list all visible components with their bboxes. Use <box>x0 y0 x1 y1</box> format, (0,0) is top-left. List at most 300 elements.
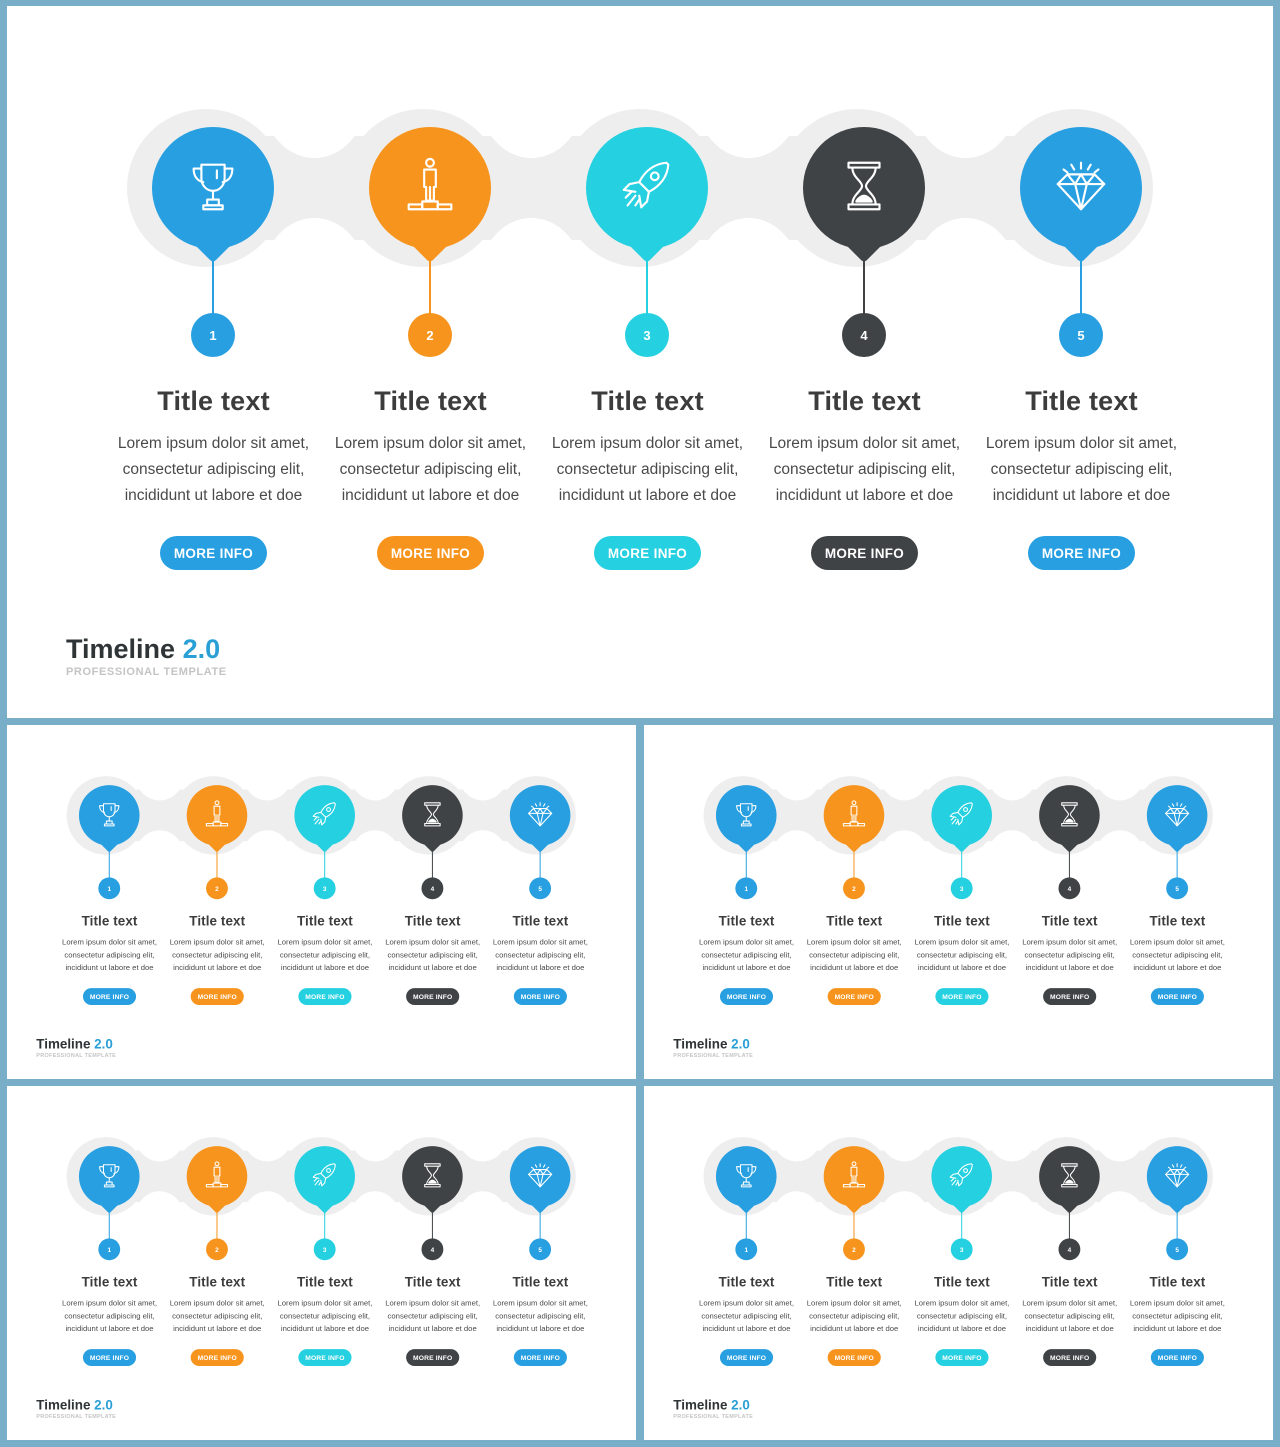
step-title: Title text <box>404 1274 461 1290</box>
desc-line: consectetur adipiscing elit, <box>339 461 522 478</box>
desc-line: Lorem ipsum dolor sit amet, <box>334 435 527 452</box>
desc-line: consectetur adipiscing elit, <box>701 950 792 960</box>
timeline-step-5 <box>487 725 595 1078</box>
desc-line: Lorem ipsum dolor sit amet, <box>385 937 481 947</box>
desc-line: consectetur adipiscing elit, <box>556 461 739 478</box>
step-circle <box>402 1146 463 1207</box>
step-circle <box>716 785 777 846</box>
desc-line: Lorem ipsum dolor sit amet, <box>806 1298 902 1308</box>
connector-line <box>1069 1203 1070 1242</box>
step-title: Title text <box>297 1274 353 1290</box>
podium-person-icon <box>399 155 461 222</box>
step-number: 5 <box>1059 313 1103 357</box>
desc-line: incididunt ut labore et doe <box>173 963 262 973</box>
more-info-button[interactable]: MORE INFO <box>1043 1349 1096 1366</box>
desc-line: incididunt ut labore et doe <box>1133 963 1222 973</box>
step-description <box>379 1297 487 1336</box>
trophy-icon <box>182 155 244 222</box>
more-info-button[interactable]: MORE INFO <box>160 536 267 570</box>
brand-version: 2.0 <box>94 1397 113 1413</box>
step-circle <box>931 1146 992 1207</box>
desc-line: consectetur adipiscing elit, <box>1024 950 1115 960</box>
step-number: 3 <box>951 1238 973 1260</box>
step-title: Title text <box>404 913 461 929</box>
desc-line: consectetur adipiscing elit, <box>916 950 1008 960</box>
step-number: 3 <box>951 877 973 899</box>
step-title: Title text <box>81 1274 138 1290</box>
desc-line: incididunt ut labore et doe <box>992 487 1171 504</box>
connector-line <box>324 842 325 881</box>
step-circle <box>187 1146 248 1207</box>
timeline-step-5 <box>487 1086 595 1439</box>
desc-line: incididunt ut labore et doe <box>388 1324 477 1334</box>
step-description <box>487 1297 595 1336</box>
desc-line: consectetur adipiscing elit, <box>279 1311 371 1321</box>
step-title: Title text <box>1041 913 1098 929</box>
timeline-step-2 <box>163 725 271 1078</box>
step-title: Title text <box>1149 1274 1206 1290</box>
timeline-step-1 <box>56 725 164 1078</box>
podium-person-icon <box>839 1160 870 1193</box>
desc-line: Lorem ipsum dolor sit amet, <box>117 435 310 452</box>
step-description <box>800 1297 908 1336</box>
desc-line: consectetur adipiscing elit, <box>990 461 1173 478</box>
desc-line: incididunt ut labore et doe <box>388 963 477 973</box>
trophy-icon <box>731 799 762 832</box>
connector-line <box>109 1203 110 1242</box>
desc-line: incididunt ut labore et doe <box>124 487 303 504</box>
brand-logo <box>66 634 227 678</box>
desc-line: Lorem ipsum dolor sit amet, <box>1129 937 1225 947</box>
timeline-step-4 <box>756 6 973 718</box>
brand-name: Timeline <box>36 1397 91 1413</box>
step-circle <box>1039 1146 1100 1207</box>
timeline-step-1 <box>693 725 801 1078</box>
step-number: 5 <box>529 877 551 899</box>
step-circle <box>824 785 885 846</box>
connector-line <box>212 242 214 320</box>
desc-line: Lorem ipsum dolor sit amet, <box>492 1298 588 1308</box>
timeline-step-5 <box>1124 725 1232 1078</box>
step-circle <box>1039 785 1100 846</box>
more-info-button[interactable]: MORE INFO <box>514 1349 567 1366</box>
connector-line <box>429 242 431 320</box>
desc-line: incididunt ut labore et doe <box>1133 1324 1222 1334</box>
timeline-step-3 <box>271 1086 379 1439</box>
more-info-button[interactable]: MORE INFO <box>1028 536 1135 570</box>
more-info-button[interactable]: MORE INFO <box>298 1349 351 1366</box>
step-number: 1 <box>98 877 120 899</box>
step-description <box>322 431 539 509</box>
step-title: Title text <box>189 913 246 929</box>
timeline-step-2 <box>800 725 908 1078</box>
step-description <box>1124 936 1232 975</box>
step-number: 1 <box>98 1238 120 1260</box>
desc-line: Lorem ipsum dolor sit amet, <box>768 435 961 452</box>
step-circle <box>152 127 274 249</box>
brand-logo <box>673 1037 753 1059</box>
timeline-step-3 <box>271 725 379 1078</box>
desc-line: incididunt ut labore et doe <box>496 963 585 973</box>
step-description <box>1124 1297 1232 1336</box>
step-title: Title text <box>374 386 487 416</box>
connector-line <box>961 1203 962 1242</box>
more-info-button[interactable]: MORE INFO <box>828 1349 881 1366</box>
diamond-icon <box>1162 799 1193 832</box>
rocket-icon <box>309 1160 340 1193</box>
timeline-step-5 <box>1124 1086 1232 1439</box>
more-info-button[interactable]: MORE INFO <box>298 988 351 1005</box>
step-title: Title text <box>189 1274 246 1290</box>
step-number: 2 <box>408 313 452 357</box>
step-title: Title text <box>718 913 775 929</box>
desc-line: Lorem ipsum dolor sit amet, <box>699 937 794 947</box>
desc-line: consectetur adipiscing elit, <box>773 461 956 478</box>
brand-title <box>36 1037 116 1052</box>
desc-line: consectetur adipiscing elit, <box>172 1311 263 1321</box>
brand-name: Timeline <box>673 1036 728 1052</box>
more-info-button[interactable]: MORE INFO <box>83 1349 136 1366</box>
desc-line: Lorem ipsum dolor sit amet, <box>985 435 1178 452</box>
step-title: Title text <box>157 386 270 416</box>
step-number: 3 <box>314 877 336 899</box>
step-number: 2 <box>843 877 865 899</box>
slide-main <box>7 6 1273 718</box>
step-description <box>271 1297 379 1336</box>
connector-line <box>109 842 110 881</box>
desc-line: Lorem ipsum dolor sit amet, <box>914 1298 1010 1308</box>
desc-line: consectetur adipiscing elit, <box>916 1311 1008 1321</box>
step-title: Title text <box>826 913 883 929</box>
step-number: 5 <box>529 1238 551 1260</box>
slide-preview-3[interactable] <box>7 1086 636 1440</box>
desc-line: Lorem ipsum dolor sit amet, <box>62 937 157 947</box>
step-circle <box>402 785 463 846</box>
desc-line: Lorem ipsum dolor sit amet, <box>1022 1298 1118 1308</box>
step-number: 5 <box>1166 1238 1188 1260</box>
connector-line <box>1177 1203 1178 1242</box>
step-number: 3 <box>314 1238 336 1260</box>
slide-preview-1[interactable] <box>7 725 636 1079</box>
brand-subtitle: PROFESSIONAL TEMPLATE <box>673 1052 754 1059</box>
step-circle <box>79 785 140 846</box>
step-circle <box>294 785 355 846</box>
step-number: 4 <box>1058 877 1080 899</box>
step-description <box>1016 1297 1124 1336</box>
step-title: Title text <box>808 386 921 416</box>
brand-subtitle: PROFESSIONAL TEMPLATE <box>36 1052 117 1059</box>
desc-line: incididunt ut labore et doe <box>702 1324 791 1334</box>
desc-line: incididunt ut labore et doe <box>1025 963 1114 973</box>
step-title: Title text <box>1041 1274 1098 1290</box>
desc-line: consectetur adipiscing elit, <box>809 950 900 960</box>
step-title: Title text <box>1025 386 1138 416</box>
slide-preview-4[interactable] <box>644 1086 1273 1440</box>
step-number: 1 <box>191 313 235 357</box>
timeline-step-4 <box>1016 1086 1124 1439</box>
connector-line <box>746 1203 747 1242</box>
step-circle <box>586 127 708 249</box>
step-title: Title text <box>512 1274 569 1290</box>
desc-line: Lorem ipsum dolor sit amet, <box>169 937 265 947</box>
timeline-step-1 <box>693 1086 801 1439</box>
diamond-icon <box>1162 1160 1193 1193</box>
step-description <box>1016 936 1124 975</box>
more-info-button[interactable]: MORE INFO <box>1151 988 1204 1005</box>
connector-line <box>1069 842 1070 881</box>
timeline-step-1 <box>56 1086 164 1439</box>
step-description <box>105 431 322 509</box>
brand-version: 2.0 <box>731 1397 750 1413</box>
step-title: Title text <box>1149 913 1206 929</box>
step-title: Title text <box>826 1274 883 1290</box>
step-circle <box>187 785 248 846</box>
trophy-icon <box>94 799 125 832</box>
trophy-icon <box>731 1160 762 1193</box>
connector-line <box>1080 242 1082 320</box>
hourglass-icon <box>417 1160 448 1193</box>
podium-person-icon <box>839 799 870 832</box>
brand-logo <box>36 1037 116 1059</box>
step-circle <box>369 127 491 249</box>
desc-line: consectetur adipiscing elit, <box>1132 950 1223 960</box>
step-description <box>973 431 1190 509</box>
more-info-button[interactable]: MORE INFO <box>83 988 136 1005</box>
connector-line <box>1177 842 1178 881</box>
desc-line: incididunt ut labore et doe <box>917 1324 1007 1334</box>
desc-line: incididunt ut labore et doe <box>341 487 520 504</box>
step-circle <box>1020 127 1142 249</box>
more-info-button[interactable]: MORE INFO <box>191 988 244 1005</box>
hourglass-icon <box>833 155 895 222</box>
more-info-button[interactable]: MORE INFO <box>720 988 773 1005</box>
step-number: 4 <box>842 313 886 357</box>
desc-line: consectetur adipiscing elit, <box>279 950 371 960</box>
diamond-icon <box>525 799 556 832</box>
desc-line: incididunt ut labore et doe <box>496 1324 585 1334</box>
timeline-step-4 <box>1016 725 1124 1078</box>
desc-line: incididunt ut labore et doe <box>1025 1324 1114 1334</box>
desc-line: Lorem ipsum dolor sit amet, <box>551 435 744 452</box>
step-circle <box>1147 785 1208 846</box>
connector-line <box>216 1203 217 1242</box>
step-circle <box>510 785 571 846</box>
podium-person-icon <box>202 1160 233 1193</box>
step-title: Title text <box>718 1274 775 1290</box>
desc-line: incididunt ut labore et doe <box>173 1324 262 1334</box>
step-circle <box>510 1146 571 1207</box>
desc-line: incididunt ut labore et doe <box>558 487 737 504</box>
desc-line: consectetur adipiscing elit, <box>122 461 305 478</box>
podium-person-icon <box>202 799 233 832</box>
step-description <box>379 936 487 975</box>
step-title: Title text <box>591 386 704 416</box>
more-info-button[interactable]: MORE INFO <box>406 1349 459 1366</box>
brand-subtitle: PROFESSIONAL TEMPLATE <box>66 666 227 678</box>
brand-subtitle: PROFESSIONAL TEMPLATE <box>673 1413 754 1420</box>
timeline-step-3 <box>908 1086 1016 1439</box>
timeline-step-2 <box>800 1086 908 1439</box>
connector-line <box>746 842 747 881</box>
slide-preview-2[interactable] <box>644 725 1273 1079</box>
step-description <box>163 1297 271 1336</box>
step-title: Title text <box>81 913 138 929</box>
step-circle <box>803 127 925 249</box>
brand-version: 2.0 <box>182 634 221 664</box>
step-description <box>800 936 908 975</box>
desc-line: incididunt ut labore et doe <box>917 963 1007 973</box>
timeline-step-4 <box>379 1086 487 1439</box>
more-info-button[interactable]: MORE INFO <box>935 1349 988 1366</box>
desc-line: consectetur adipiscing elit, <box>809 1311 900 1321</box>
step-circle <box>824 1146 885 1207</box>
desc-line: Lorem ipsum dolor sit amet, <box>1129 1298 1225 1308</box>
more-info-button[interactable]: MORE INFO <box>1151 1349 1204 1366</box>
brand-name: Timeline <box>673 1397 728 1413</box>
rocket-icon <box>616 155 678 222</box>
step-circle <box>294 1146 355 1207</box>
desc-line: consectetur adipiscing elit, <box>387 950 478 960</box>
step-description <box>539 431 756 509</box>
hourglass-icon <box>1054 1160 1085 1193</box>
step-number: 2 <box>206 877 228 899</box>
connector-line <box>432 842 433 881</box>
more-info-button[interactable]: MORE INFO <box>594 536 701 570</box>
step-number: 5 <box>1166 877 1188 899</box>
brand-subtitle: PROFESSIONAL TEMPLATE <box>36 1413 117 1420</box>
more-info-button[interactable]: MORE INFO <box>406 988 459 1005</box>
step-number: 4 <box>421 877 443 899</box>
timeline-step-1 <box>105 6 322 718</box>
more-info-button[interactable]: MORE INFO <box>514 988 567 1005</box>
step-circle <box>1147 1146 1208 1207</box>
step-description <box>56 1297 164 1336</box>
step-circle <box>716 1146 777 1207</box>
desc-line: incididunt ut labore et doe <box>775 487 954 504</box>
diamond-icon <box>1050 155 1112 222</box>
desc-line: incididunt ut labore et doe <box>702 963 791 973</box>
step-number: 4 <box>421 1238 443 1260</box>
connector-line <box>324 1203 325 1242</box>
hourglass-icon <box>417 799 448 832</box>
trophy-icon <box>94 1160 125 1193</box>
desc-line: Lorem ipsum dolor sit amet, <box>169 1298 265 1308</box>
connector-line <box>540 842 541 881</box>
brand-version: 2.0 <box>94 1036 113 1052</box>
more-info-button[interactable]: MORE INFO <box>720 1349 773 1366</box>
timeline-step-2 <box>163 1086 271 1439</box>
desc-line: Lorem ipsum dolor sit amet, <box>62 1298 157 1308</box>
connector-line <box>432 1203 433 1242</box>
desc-line: consectetur adipiscing elit, <box>495 1311 586 1321</box>
step-description <box>756 431 973 509</box>
step-description <box>271 936 379 975</box>
step-title: Title text <box>512 913 569 929</box>
brand-name: Timeline <box>66 634 176 664</box>
step-description <box>56 936 164 975</box>
rocket-icon <box>309 799 340 832</box>
desc-line: Lorem ipsum dolor sit amet, <box>914 937 1010 947</box>
more-info-button[interactable]: MORE INFO <box>811 536 918 570</box>
desc-line: Lorem ipsum dolor sit amet, <box>492 937 588 947</box>
connector-line <box>853 1203 854 1242</box>
desc-line: incididunt ut labore et doe <box>280 963 370 973</box>
connector-line <box>216 842 217 881</box>
step-description <box>163 936 271 975</box>
brand-logo <box>673 1398 753 1420</box>
desc-line: Lorem ipsum dolor sit amet, <box>277 1298 373 1308</box>
step-circle <box>931 785 992 846</box>
step-description <box>487 936 595 975</box>
step-number: 1 <box>735 877 757 899</box>
brand-title <box>36 1398 116 1413</box>
desc-line: incididunt ut labore et doe <box>65 963 154 973</box>
more-info-button[interactable]: MORE INFO <box>377 536 484 570</box>
desc-line: Lorem ipsum dolor sit amet, <box>699 1298 794 1308</box>
desc-line: Lorem ipsum dolor sit amet, <box>277 937 373 947</box>
step-title: Title text <box>297 913 353 929</box>
desc-line: incididunt ut labore et doe <box>280 1324 370 1334</box>
timeline-step-4 <box>379 725 487 1078</box>
rocket-icon <box>946 1160 977 1193</box>
step-title: Title text <box>934 1274 990 1290</box>
desc-line: consectetur adipiscing elit, <box>1132 1311 1223 1321</box>
step-number: 4 <box>1058 1238 1080 1260</box>
desc-line: consectetur adipiscing elit, <box>172 950 263 960</box>
brand-version: 2.0 <box>731 1036 750 1052</box>
brand-name: Timeline <box>36 1036 91 1052</box>
more-info-button[interactable]: MORE INFO <box>935 988 988 1005</box>
desc-line: Lorem ipsum dolor sit amet, <box>806 937 902 947</box>
connector-line <box>853 842 854 881</box>
desc-line: consectetur adipiscing elit, <box>495 950 586 960</box>
desc-line: consectetur adipiscing elit, <box>1024 1311 1115 1321</box>
brand-title <box>66 634 227 665</box>
timeline-step-5 <box>973 6 1190 718</box>
step-description <box>693 1297 801 1336</box>
diamond-icon <box>525 1160 556 1193</box>
connector-line <box>961 842 962 881</box>
desc-line: incididunt ut labore et doe <box>810 963 899 973</box>
timeline-step-3 <box>539 6 756 718</box>
step-description <box>693 936 801 975</box>
step-description <box>908 1297 1016 1336</box>
more-info-button[interactable]: MORE INFO <box>828 988 881 1005</box>
desc-line: consectetur adipiscing elit, <box>387 1311 478 1321</box>
connector-line <box>646 242 648 320</box>
step-description <box>908 936 1016 975</box>
rocket-icon <box>946 799 977 832</box>
desc-line: consectetur adipiscing elit, <box>64 950 155 960</box>
step-title: Title text <box>934 913 990 929</box>
timeline-step-3 <box>908 725 1016 1078</box>
brand-title <box>673 1037 753 1052</box>
brand-title <box>673 1398 753 1413</box>
desc-line: consectetur adipiscing elit, <box>701 1311 792 1321</box>
desc-line: Lorem ipsum dolor sit amet, <box>1022 937 1118 947</box>
more-info-button[interactable]: MORE INFO <box>1043 988 1096 1005</box>
step-circle <box>79 1146 140 1207</box>
hourglass-icon <box>1054 799 1085 832</box>
desc-line: incididunt ut labore et doe <box>810 1324 899 1334</box>
connector-line <box>863 242 865 320</box>
timeline-step-2 <box>322 6 539 718</box>
brand-logo <box>36 1398 116 1420</box>
step-number: 2 <box>206 1238 228 1260</box>
more-info-button[interactable]: MORE INFO <box>191 1349 244 1366</box>
step-number: 2 <box>843 1238 865 1260</box>
desc-line: Lorem ipsum dolor sit amet, <box>385 1298 481 1308</box>
